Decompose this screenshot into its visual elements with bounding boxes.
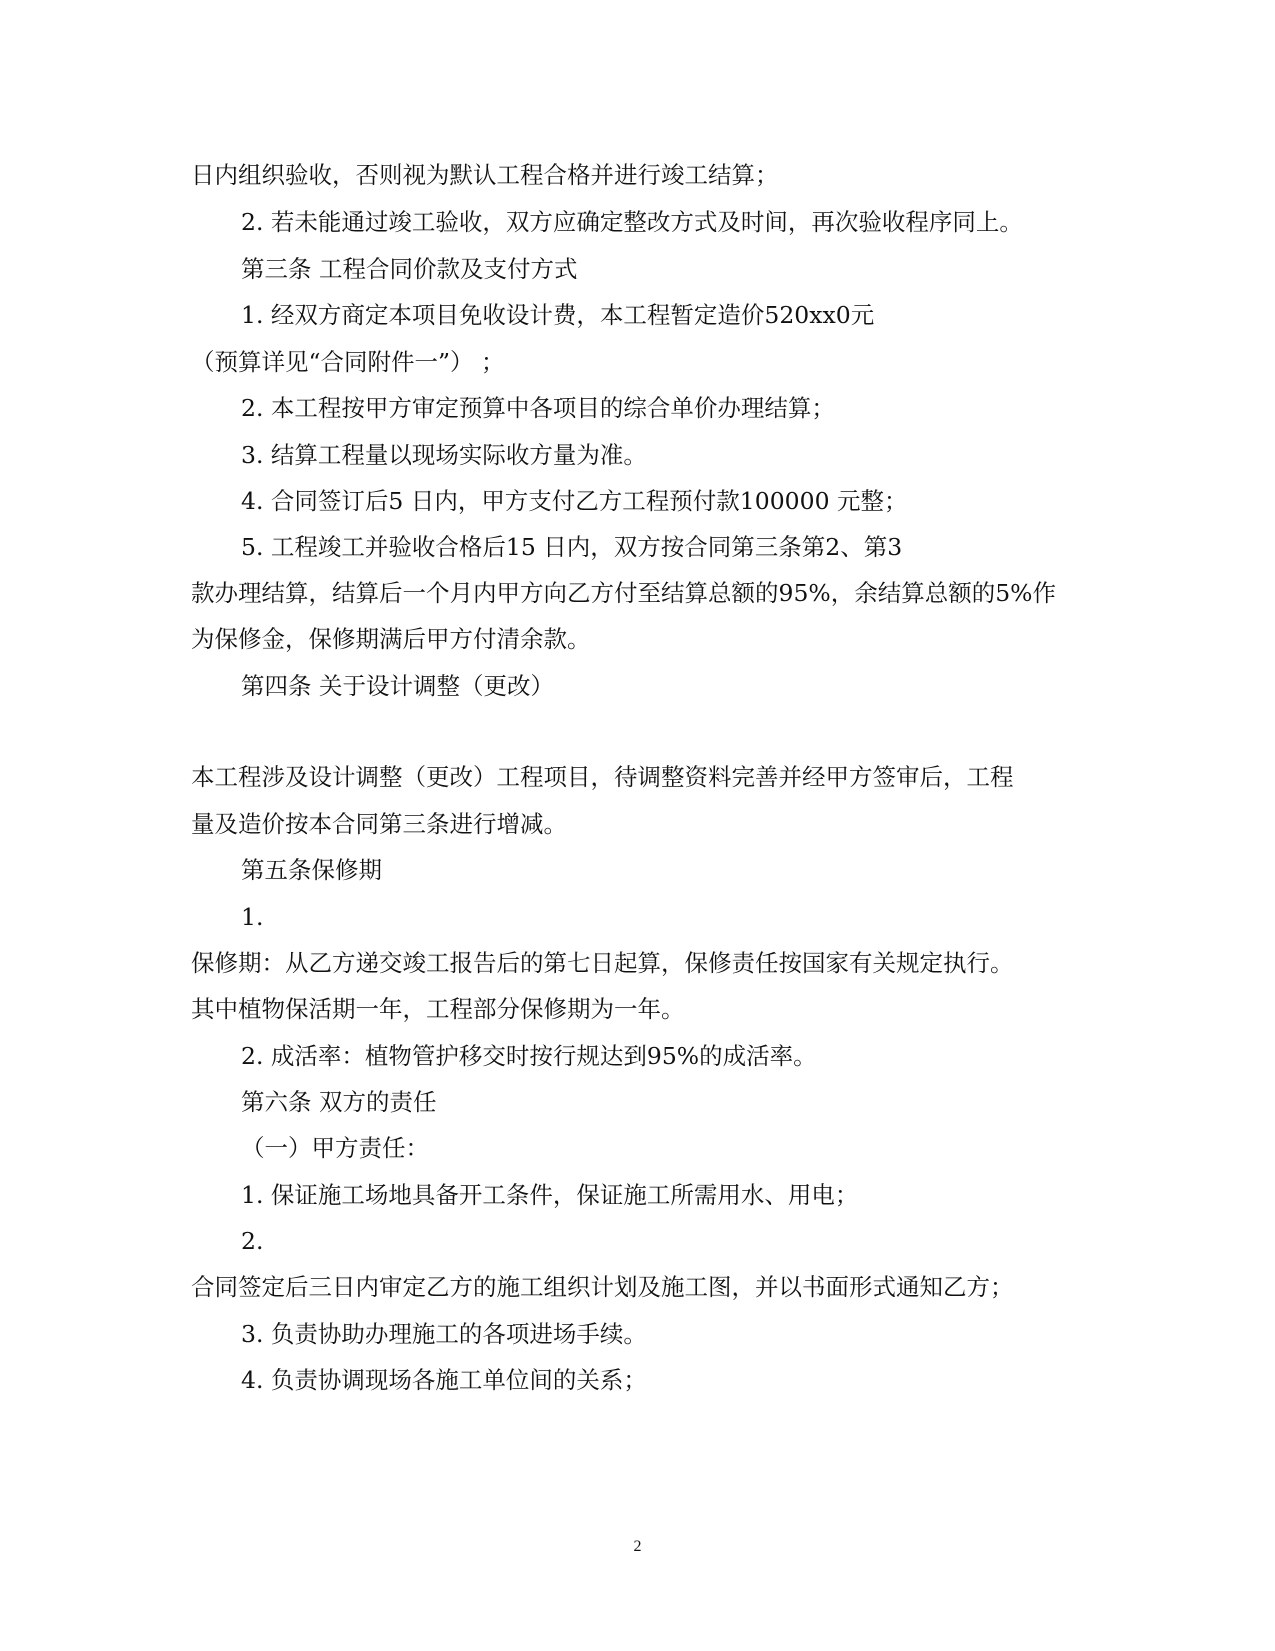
text-line: 3. 负责协助办理施工的各项进场手续。 [241, 1320, 647, 1348]
text-line: 4. 负责协调现场各施工单位间的关系； [241, 1366, 647, 1394]
text-line: 本工程涉及设计调整（更改）工程项目，待调整资料完善并经甲方签审后，工程 [191, 763, 1014, 791]
text-line: 保修期：从乙方递交竣工报告后的第七日起算，保修责任按国家有关规定执行。 [191, 949, 1014, 977]
text-line: 3. 结算工程量以现场实际收方量为准。 [241, 441, 647, 469]
text-line: 1. 保证施工场地具备开工条件，保证施工所需用水、用电； [241, 1181, 859, 1209]
text-line: 2. 成活率：植物管护移交时按行规达到95%的成活率。 [241, 1042, 817, 1070]
text-line: 合同签定后三日内审定乙方的施工组织计划及施工图，并以书面形式通知乙方； [191, 1273, 1014, 1301]
text-line: 2. [241, 1227, 264, 1255]
text-line: 为保修金，保修期满后甲方付清余款。 [191, 625, 591, 653]
section-heading: 第三条 工程合同价款及支付方式 [241, 255, 578, 283]
page-number: 2 [633, 1538, 642, 1555]
text-line: 日内组织验收，否则视为默认工程合格并进行竣工结算； [191, 161, 779, 189]
section-heading: 第四条 关于设计调整（更改） [241, 672, 554, 700]
text-line: 5. 工程竣工并验收合格后15 日内，双方按合同第三条第2、第3 [241, 533, 903, 561]
text-line: 1. 经双方商定本项目免收设计费，本工程暂定造价520xx0元 [241, 301, 875, 329]
text-line: 1. [241, 903, 264, 931]
text-line: 量及造价按本合同第三条进行增减。 [191, 810, 567, 838]
text-line: （一）甲方责任： [241, 1134, 429, 1162]
section-heading: 第六条 双方的责任 [241, 1088, 437, 1116]
text-line: 2. 本工程按甲方审定预算中各项目的综合单价办理结算； [241, 394, 835, 422]
text-line: 款办理结算，结算后一个月内甲方向乙方付至结算总额的95%，余结算总额的5%作 [191, 579, 1057, 607]
section-heading: 第五条保修期 [241, 856, 382, 884]
text-line: （预算详见“合同附件一”） ； [191, 348, 505, 376]
text-line: 4. 合同签订后5 日内，甲方支付乙方工程预付款100000 元整； [241, 487, 908, 515]
text-line: 其中植物保活期一年，工程部分保修期为一年。 [191, 995, 685, 1023]
text-line: 2. 若未能通过竣工验收，双方应确定整改方式及时间，再次验收程序同上。 [241, 208, 1023, 236]
